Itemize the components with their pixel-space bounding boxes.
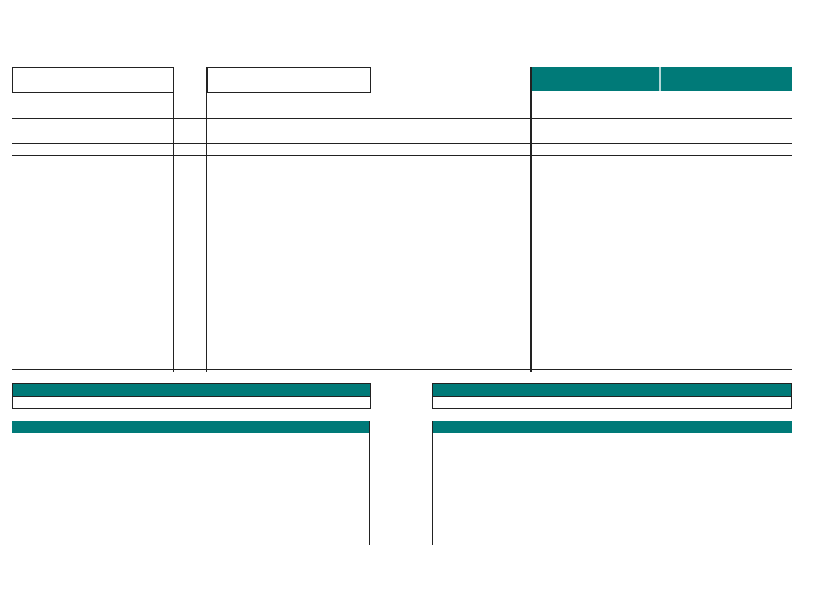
codes-title-bar xyxy=(12,421,369,433)
sunday-header xyxy=(531,67,792,91)
sunday-divider xyxy=(530,67,532,372)
header-bottom-line xyxy=(12,155,792,156)
english-valid-box xyxy=(432,396,792,409)
notes-title-bar xyxy=(432,421,792,433)
welsh-no-service-banner xyxy=(12,383,371,397)
column-divider xyxy=(206,67,207,372)
header-bottom-line xyxy=(12,143,792,144)
codes-divider xyxy=(369,421,370,545)
english-no-service-banner xyxy=(432,383,792,397)
notes-divider xyxy=(432,421,433,545)
header-bottom-line xyxy=(12,118,792,119)
table-bottom-line xyxy=(12,369,792,370)
welsh-valid-box xyxy=(12,396,371,409)
column-divider xyxy=(173,67,174,372)
english-days-header xyxy=(207,67,371,93)
welsh-days-header xyxy=(12,67,174,93)
